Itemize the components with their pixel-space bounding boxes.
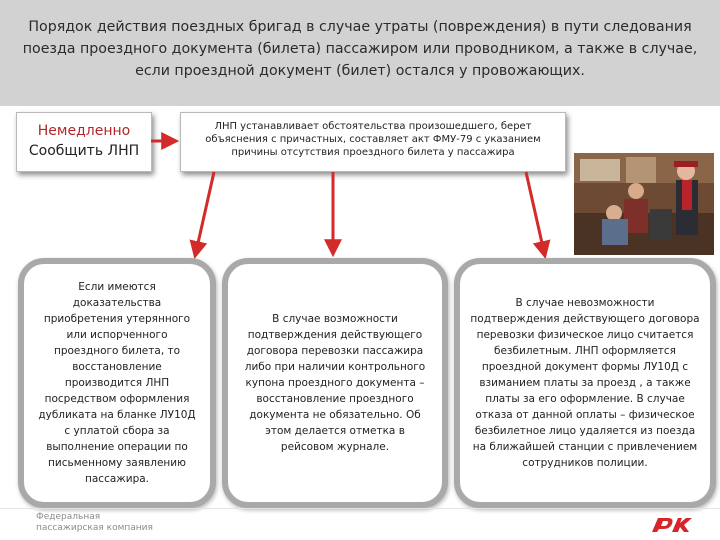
- train-crew-photo: [574, 153, 714, 255]
- case-documents-available: [18, 258, 216, 508]
- case-contract-confirmed: [222, 258, 448, 508]
- case-middle-text: В случае возможности подтверждения действующего договора перевозки пассажира либо при наличии контрольного купона проездного документа – восстановление проездного документа не обязательно. Об этом делается отметка в рейсовом журнале.: [244, 313, 426, 453]
- header-band: [0, 0, 720, 106]
- case-right-text: В случае невозможности подтверждения действующего договора перевозки физическое лицо считается безбилетным. ЛНП оформляется проездной документ формы ЛУ10Д с взиманием платы за проезд , а также платы за его оформление. В случае отказа от данной оплаты – физическое безбилетное лицо удаляется из поезда на ближайшей станции с привлечением сотрудников полиции.: [470, 297, 700, 469]
- case-contract-not-confirmed: [454, 258, 716, 508]
- company-name-line2: пассажирская компания: [36, 523, 153, 533]
- lnp-text: ЛНП устанавливает обстоятельства произошедшего, берет объяснения с причастных, составляет акт ФМУ-79 с указанием причины отсутствия проездного билета у пассажира: [205, 121, 541, 158]
- company-name-line1: Федеральная: [36, 512, 101, 522]
- lnp-box: [180, 112, 566, 172]
- action-line-immediately: Немедленно: [37, 123, 131, 139]
- arrow-to-right-case: [526, 172, 544, 252]
- action-line-report: Сообщить ЛНП: [28, 143, 140, 159]
- footer-divider: [0, 508, 720, 509]
- company-logo-text: [36, 512, 153, 534]
- case-left-text: Если имеются доказательства приобретения утерянного или испорченного проездного билета, то восстановление производится ЛНП посредством оформления дубликата на бланке ЛУ10Д с уплатой сбора за выполнение операции по письменному заявлению пассажира.: [38, 281, 196, 485]
- action-box: [16, 112, 152, 172]
- rzd-logo-icon: [648, 514, 696, 536]
- slide-title: Порядок действия поездных бригад в случае утраты (повреждения) в пути следования поезда проездного документа (билета) пассажиром или проводником, а также в случае, если проездной документ (билет) остался у провожающих.: [22, 19, 698, 79]
- arrow-to-left-case: [196, 172, 214, 252]
